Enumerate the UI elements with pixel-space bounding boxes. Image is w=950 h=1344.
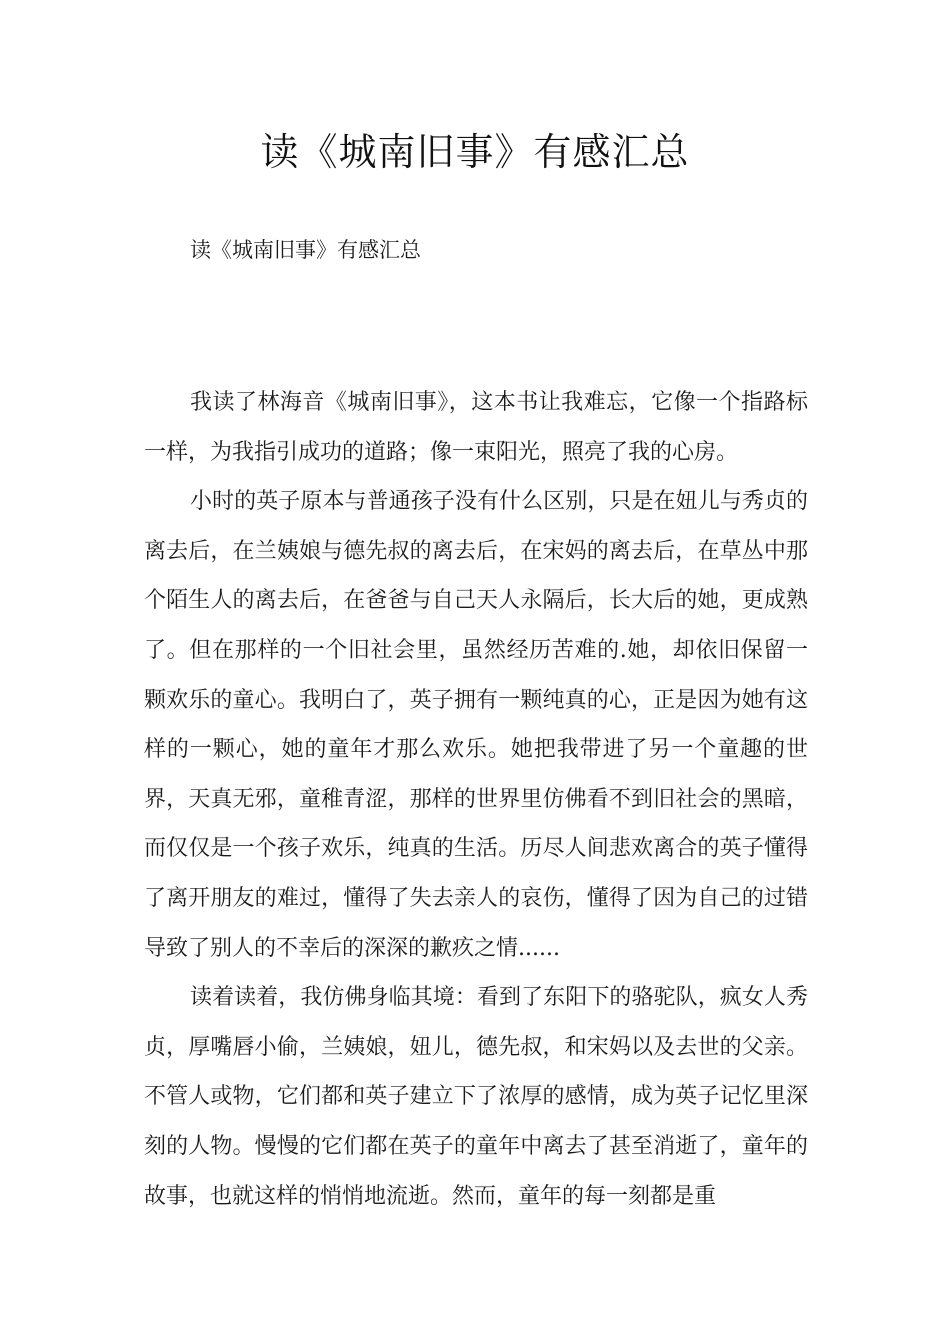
page-title: 读《城南旧事》有感汇总: [260, 130, 690, 174]
document-subtitle: 读《城南旧事》有感汇总: [190, 238, 421, 262]
paragraph: 小时的英子原本与普通孩子没有什么区别，只是在妞儿与秀贞的离去后，在兰姨娘与德先叔的离去后，在宋妈的离去后，在草丛中那个陌生人的离去后，在爸爸与自己天人永隔后，长大后的她，更成熟了。但在那样的一个旧社会里，虽然经历苦难的.她，却依旧保留一颗欢乐的童心。我明白了，英子拥有一颗纯真的心，正是因为她有这样的一颗心，她的童年才那么欢乐。她把我带进了另一个童趣的世界，天真无邪，童稚青涩，那样的世界里仿佛看不到旧社会的黑暗，而仅仅是一个孩子欢乐，纯真的生活。历尽人间悲欢离合的英子懂得了离开朋友的难过，懂得了失去亲人的哀伤，懂得了因为自己的过错导致了别人的不幸后的深深的歉疚之情......: [144, 489, 808, 961]
document-body: [144, 378, 808, 1221]
paragraph: 读着读着，我仿佛身临其境：看到了东阳下的骆驼队，疯女人秀贞，厚嘴唇小偷，兰姨娘，妞儿，德先叔，和宋妈以及去世的父亲。不管人或物，它们都和英子建立下了浓厚的感情，成为英子记忆里深刻的人物。慢慢的它们都在英子的童年中离去了甚至消逝了，童年的故事，也就这样的悄悄地流逝。然而，童年的每一刻都是重: [144, 985, 808, 1209]
paragraph: 我读了林海音《城南旧事》，这本书让我难忘，它像一个指路标一样，为我指引成功的道路；像一束阳光，照亮了我的心房。: [144, 390, 808, 465]
